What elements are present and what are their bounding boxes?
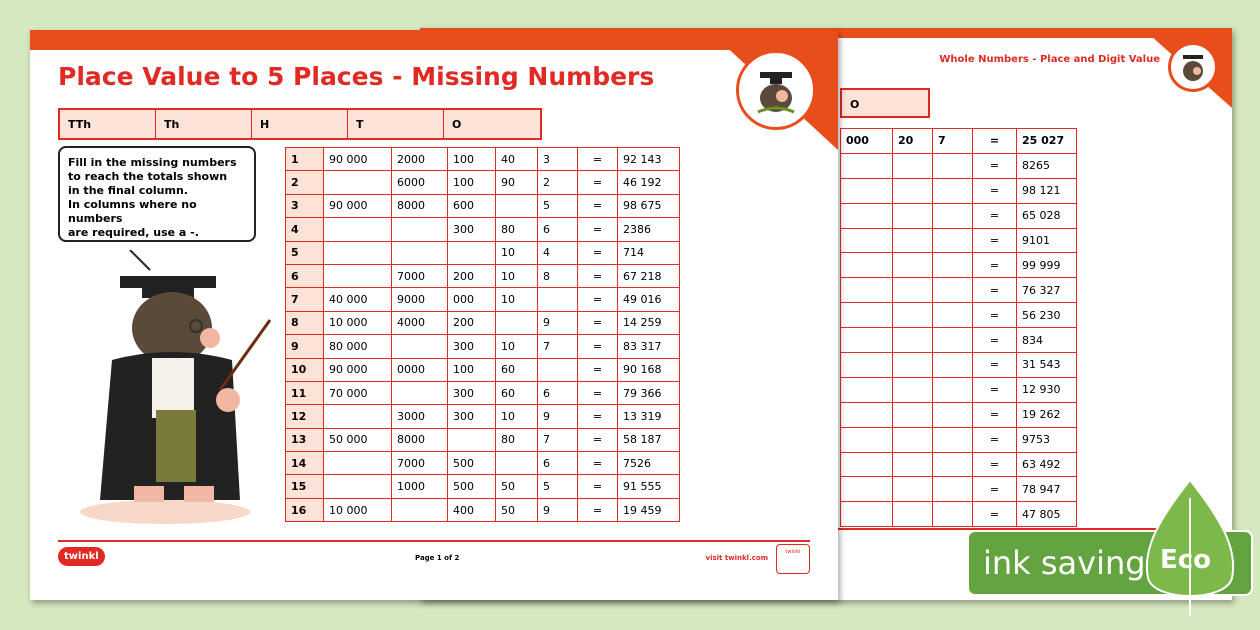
equals-sign: = — [973, 427, 1017, 452]
table-row — [841, 178, 1077, 203]
total-cell: 65 028 — [1017, 203, 1077, 228]
th-cell: 0000 — [392, 358, 448, 381]
o-cell: 9 — [538, 498, 578, 521]
back-cell — [841, 477, 893, 502]
instruction-line: to reach the totals shown — [68, 170, 228, 183]
equals-sign: = — [578, 335, 618, 358]
total-cell: 31 543 — [1017, 353, 1077, 378]
back-cell — [933, 203, 973, 228]
back-cell — [893, 502, 933, 527]
back-cell — [893, 328, 933, 353]
table-row — [841, 203, 1077, 228]
table-row — [286, 288, 680, 311]
back-cell — [933, 253, 973, 278]
t-cell: 10 — [496, 241, 538, 264]
table-row — [286, 148, 680, 171]
row-number: 1 — [286, 148, 324, 171]
h-cell: 500 — [448, 452, 496, 475]
total-cell: 2386 — [618, 218, 680, 241]
o-cell: 4 — [538, 241, 578, 264]
total-cell: 12 930 — [1017, 377, 1077, 402]
row-number: 8 — [286, 311, 324, 334]
t-cell: 10 — [496, 264, 538, 287]
tth-cell[interactable] — [324, 171, 392, 194]
o-cell: 5 — [538, 194, 578, 217]
back-cell — [933, 328, 973, 353]
back-cell — [933, 153, 973, 178]
equals-sign: = — [578, 218, 618, 241]
back-cell — [841, 153, 893, 178]
equals-sign: = — [578, 405, 618, 428]
th-cell: 7000 — [392, 452, 448, 475]
total-cell: 58 187 — [618, 428, 680, 451]
equals-sign: = — [578, 288, 618, 311]
back-answers-table — [840, 128, 1077, 527]
tth-cell: 80 000 — [324, 335, 392, 358]
tth-cell: 10 000 — [324, 498, 392, 521]
header-tth: TTh — [60, 110, 156, 138]
back-cell — [893, 228, 933, 253]
back-cell — [841, 303, 893, 328]
h-cell: 300 — [448, 405, 496, 428]
table-row — [286, 405, 680, 428]
place-value-header-row — [58, 108, 542, 140]
tth-cell: 90 000 — [324, 358, 392, 381]
o-cell: 8 — [538, 264, 578, 287]
equals-sign: = — [578, 452, 618, 475]
eco-label: Eco — [1160, 545, 1212, 575]
o-cell: 6 — [538, 218, 578, 241]
th-cell: 7000 — [392, 264, 448, 287]
total-cell: 98 675 — [618, 194, 680, 217]
back-cell — [841, 353, 893, 378]
back-cell: 000 — [841, 129, 893, 154]
equals-sign: = — [973, 153, 1017, 178]
t-cell: 50 — [496, 498, 538, 521]
total-cell: 56 230 — [1017, 303, 1077, 328]
back-cell — [933, 303, 973, 328]
total-cell: 63 492 — [1017, 452, 1077, 477]
o-cell: 9 — [538, 311, 578, 334]
row-number: 4 — [286, 218, 324, 241]
equals-sign: = — [973, 353, 1017, 378]
h-cell: 200 — [448, 311, 496, 334]
equals-sign: = — [973, 303, 1017, 328]
equals-sign: = — [973, 178, 1017, 203]
o-cell[interactable] — [538, 358, 578, 381]
table-row — [841, 228, 1077, 253]
table-row — [286, 381, 680, 404]
back-cell — [893, 402, 933, 427]
t-cell[interactable] — [496, 194, 538, 217]
table-row — [286, 475, 680, 498]
table-row — [286, 171, 680, 194]
total-cell: 9753 — [1017, 427, 1077, 452]
h-cell: 600 — [448, 194, 496, 217]
back-header-o: O — [840, 88, 930, 118]
row-number: 3 — [286, 194, 324, 217]
equals-sign: = — [973, 377, 1017, 402]
o-cell: 7 — [538, 428, 578, 451]
total-cell: 8265 — [1017, 153, 1077, 178]
t-cell[interactable] — [496, 311, 538, 334]
total-cell: 79 366 — [618, 381, 680, 404]
instruction-line: are required, use a -. — [68, 226, 199, 239]
visit-link[interactable]: visit twinkl.com — [705, 554, 768, 562]
header-o: O — [444, 110, 540, 138]
row-number: 15 — [286, 475, 324, 498]
equals-sign: = — [973, 502, 1017, 527]
row-number: 14 — [286, 452, 324, 475]
mole-teacher-illustration — [60, 250, 280, 530]
o-cell: 2 — [538, 171, 578, 194]
total-cell: 92 143 — [618, 148, 680, 171]
table-row — [841, 328, 1077, 353]
equals-sign: = — [578, 264, 618, 287]
th-cell[interactable] — [392, 381, 448, 404]
total-cell: 47 805 — [1017, 502, 1077, 527]
equals-sign: = — [578, 381, 618, 404]
back-cell — [841, 377, 893, 402]
missing-numbers-table — [285, 147, 680, 522]
back-cell — [841, 502, 893, 527]
table-row — [841, 402, 1077, 427]
back-cell — [933, 377, 973, 402]
back-cell — [933, 353, 973, 378]
equals-sign: = — [578, 241, 618, 264]
table-row — [841, 353, 1077, 378]
h-cell[interactable] — [448, 428, 496, 451]
o-cell: 6 — [538, 452, 578, 475]
total-cell: 14 259 — [618, 311, 680, 334]
equals-sign: = — [578, 428, 618, 451]
total-cell: 98 121 — [1017, 178, 1077, 203]
back-cell — [841, 253, 893, 278]
t-cell: 80 — [496, 428, 538, 451]
t-cell: 50 — [496, 475, 538, 498]
equals-sign: = — [578, 171, 618, 194]
back-cell — [893, 427, 933, 452]
tth-cell[interactable] — [324, 264, 392, 287]
back-cell: 7 — [933, 129, 973, 154]
table-row — [841, 153, 1077, 178]
th-cell: 8000 — [392, 428, 448, 451]
row-number: 10 — [286, 358, 324, 381]
equals-sign: = — [973, 278, 1017, 303]
equals-sign: = — [578, 475, 618, 498]
back-cell — [933, 228, 973, 253]
back-cell — [893, 278, 933, 303]
tth-cell[interactable] — [324, 241, 392, 264]
th-cell: 4000 — [392, 311, 448, 334]
h-cell: 400 — [448, 498, 496, 521]
th-cell[interactable] — [392, 335, 448, 358]
equals-sign: = — [578, 148, 618, 171]
eco-banner-text: ink saving — [983, 544, 1146, 582]
table-row — [286, 218, 680, 241]
instructions-speech-bubble — [58, 146, 256, 242]
equals-sign: = — [973, 253, 1017, 278]
total-cell: 19 459 — [618, 498, 680, 521]
table-row — [841, 502, 1077, 527]
h-cell: 000 — [448, 288, 496, 311]
back-cell — [841, 427, 893, 452]
t-cell: 10 — [496, 405, 538, 428]
th-cell: 1000 — [392, 475, 448, 498]
total-cell: 9101 — [1017, 228, 1077, 253]
quality-stamp-icon: twinkl — [776, 544, 810, 574]
equals-sign: = — [973, 452, 1017, 477]
back-page-title: Whole Numbers - Place and Digit Value — [939, 54, 1160, 65]
tth-cell[interactable] — [324, 405, 392, 428]
equals-sign: = — [578, 311, 618, 334]
tth-cell[interactable] — [324, 218, 392, 241]
back-mole-badge-icon — [1168, 42, 1218, 92]
header-t: T — [348, 110, 444, 138]
table-row — [841, 303, 1077, 328]
equals-sign: = — [973, 129, 1017, 154]
o-cell: 6 — [538, 381, 578, 404]
total-cell: 90 168 — [618, 358, 680, 381]
table-row — [841, 129, 1077, 154]
h-cell: 300 — [448, 335, 496, 358]
back-cell — [893, 377, 933, 402]
o-cell: 5 — [538, 475, 578, 498]
back-cell — [893, 452, 933, 477]
back-cell — [893, 477, 933, 502]
total-cell: 13 319 — [618, 405, 680, 428]
h-cell: 100 — [448, 358, 496, 381]
table-row — [286, 264, 680, 287]
total-cell: 19 262 — [1017, 402, 1077, 427]
t-cell[interactable] — [496, 452, 538, 475]
th-cell: 9000 — [392, 288, 448, 311]
header-h: H — [252, 110, 348, 138]
h-cell[interactable] — [448, 241, 496, 264]
th-cell: 2000 — [392, 148, 448, 171]
back-cell — [933, 502, 973, 527]
row-number: 6 — [286, 264, 324, 287]
back-cell — [933, 452, 973, 477]
table-row — [286, 335, 680, 358]
equals-sign: = — [973, 328, 1017, 353]
row-number: 11 — [286, 381, 324, 404]
equals-sign: = — [973, 477, 1017, 502]
th-cell[interactable] — [392, 241, 448, 264]
back-cell — [893, 203, 933, 228]
back-cell — [841, 203, 893, 228]
total-cell: 91 555 — [618, 475, 680, 498]
t-cell: 10 — [496, 335, 538, 358]
th-cell[interactable] — [392, 498, 448, 521]
tth-cell: 50 000 — [324, 428, 392, 451]
table-row — [286, 428, 680, 451]
th-cell[interactable] — [392, 218, 448, 241]
table-row — [841, 452, 1077, 477]
equals-sign: = — [578, 498, 618, 521]
back-cell — [933, 477, 973, 502]
table-row — [286, 452, 680, 475]
mole-graduate-badge-icon — [736, 50, 816, 130]
instruction-line: Fill in the missing numbers — [68, 156, 237, 169]
table-row — [841, 477, 1077, 502]
t-cell: 60 — [496, 381, 538, 404]
h-cell: 200 — [448, 264, 496, 287]
total-cell: 7526 — [618, 452, 680, 475]
th-cell: 8000 — [392, 194, 448, 217]
h-cell: 100 — [448, 171, 496, 194]
o-cell: 3 — [538, 148, 578, 171]
twinkl-logo: twinkl — [58, 547, 105, 566]
table-row — [286, 311, 680, 334]
page-number: Page 1 of 2 — [415, 554, 460, 562]
o-cell[interactable] — [538, 288, 578, 311]
tth-cell[interactable] — [324, 475, 392, 498]
equals-sign: = — [578, 358, 618, 381]
t-cell: 10 — [496, 288, 538, 311]
back-cell — [841, 402, 893, 427]
total-cell: 99 999 — [1017, 253, 1077, 278]
back-cell — [841, 178, 893, 203]
th-cell: 3000 — [392, 405, 448, 428]
back-cell — [841, 328, 893, 353]
back-cell — [841, 452, 893, 477]
tth-cell: 70 000 — [324, 381, 392, 404]
row-number: 12 — [286, 405, 324, 428]
equals-sign: = — [973, 228, 1017, 253]
tth-cell[interactable] — [324, 452, 392, 475]
instruction-line: In columns where no numbers — [68, 198, 197, 225]
back-cell — [893, 353, 933, 378]
o-cell: 9 — [538, 405, 578, 428]
table-row — [841, 278, 1077, 303]
total-cell: 49 016 — [618, 288, 680, 311]
front-footer-line — [58, 540, 810, 542]
back-cell: 20 — [893, 129, 933, 154]
total-cell: 714 — [618, 241, 680, 264]
equals-sign: = — [578, 194, 618, 217]
instruction-line: in the final column. — [68, 184, 188, 197]
o-cell: 7 — [538, 335, 578, 358]
total-cell: 834 — [1017, 328, 1077, 353]
t-cell: 80 — [496, 218, 538, 241]
back-cell — [893, 153, 933, 178]
back-cell — [933, 402, 973, 427]
tth-cell: 90 000 — [324, 194, 392, 217]
table-row — [841, 253, 1077, 278]
h-cell: 300 — [448, 381, 496, 404]
total-cell: 46 192 — [618, 171, 680, 194]
tth-cell: 10 000 — [324, 311, 392, 334]
row-number: 13 — [286, 428, 324, 451]
th-cell: 6000 — [392, 171, 448, 194]
tth-cell: 90 000 — [324, 148, 392, 171]
t-cell: 60 — [496, 358, 538, 381]
h-cell: 100 — [448, 148, 496, 171]
back-cell — [841, 278, 893, 303]
table-row — [841, 377, 1077, 402]
table-row — [841, 427, 1077, 452]
header-th: Th — [156, 110, 252, 138]
tth-cell: 40 000 — [324, 288, 392, 311]
t-cell: 90 — [496, 171, 538, 194]
h-cell: 300 — [448, 218, 496, 241]
table-row — [286, 241, 680, 264]
row-number: 7 — [286, 288, 324, 311]
table-row — [286, 498, 680, 521]
total-cell: 25 027 — [1017, 129, 1077, 154]
back-cell — [933, 278, 973, 303]
back-cell — [933, 427, 973, 452]
back-cell — [841, 228, 893, 253]
back-cell — [893, 303, 933, 328]
table-row — [286, 194, 680, 217]
table-row — [286, 358, 680, 381]
row-number: 2 — [286, 171, 324, 194]
total-cell: 83 317 — [618, 335, 680, 358]
row-number: 9 — [286, 335, 324, 358]
back-cell — [893, 178, 933, 203]
row-number: 5 — [286, 241, 324, 264]
t-cell: 40 — [496, 148, 538, 171]
total-cell: 78 947 — [1017, 477, 1077, 502]
row-number: 16 — [286, 498, 324, 521]
page-title: Place Value to 5 Places - Missing Numbers — [58, 62, 655, 91]
total-cell: 76 327 — [1017, 278, 1077, 303]
front-worksheet-page — [30, 30, 838, 600]
equals-sign: = — [973, 203, 1017, 228]
back-cell — [893, 253, 933, 278]
total-cell: 67 218 — [618, 264, 680, 287]
back-cell — [933, 178, 973, 203]
h-cell: 500 — [448, 475, 496, 498]
equals-sign: = — [973, 402, 1017, 427]
